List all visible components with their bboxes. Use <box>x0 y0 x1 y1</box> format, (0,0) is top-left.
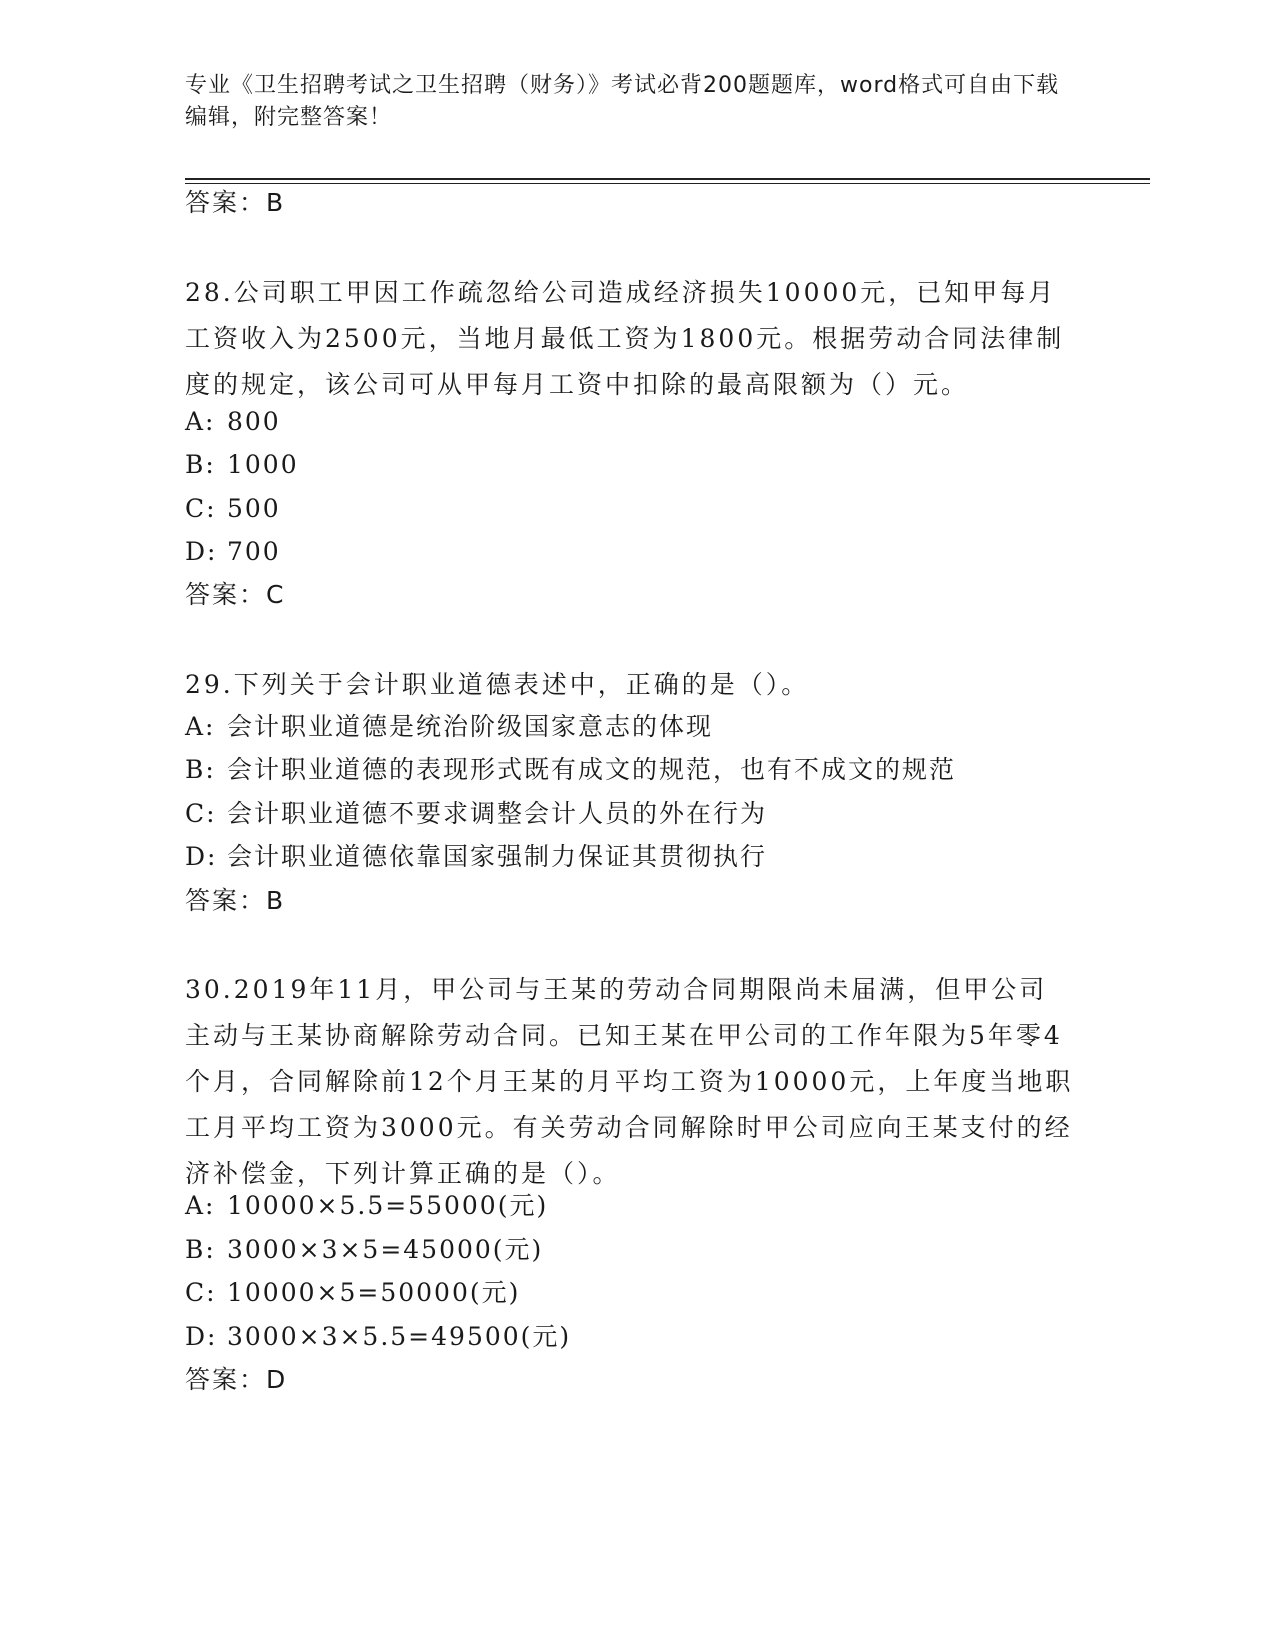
option-label: C: <box>185 1278 217 1307</box>
option-text: 500 <box>227 494 281 523</box>
option-label: A: <box>185 407 216 436</box>
answer-line: 答案：C <box>185 580 286 609</box>
option-c <box>185 1276 520 1310</box>
option-label: B: <box>185 450 216 479</box>
question-stem: 29.下列关于会计职业道德表述中，正确的是（）。 <box>185 670 810 699</box>
question-stem: 30.2019年11月，甲公司与王某的劳动合同期限尚未届满，但甲公司主动与王某协商解除劳动合同。已知王某在甲公司的工作年限为5年零4个月，合同解除前12个月王某的月平均工资为10000元，上年度当地职工月平均工资为3000元。有关劳动合同解除时甲公司应向王某支付的经济补偿金，下列计算正确的是（）。 <box>185 975 1074 1188</box>
option-text: 10000×5=50000(元) <box>227 1278 521 1307</box>
option-a <box>185 405 281 439</box>
option-label: A: <box>185 1191 216 1220</box>
option-b <box>185 448 299 482</box>
option-label: A: <box>185 712 216 741</box>
option-text: 会计职业道德不要求调整会计人员的外在行为 <box>227 799 768 828</box>
option-text: 会计职业道德依靠国家强制力保证其贯彻执行 <box>227 842 768 871</box>
option-d <box>185 840 767 874</box>
document-header: 专业《卫生招聘考试之卫生招聘（财务）》考试必背200题题库，word格式可自由下载编辑，附完整答案！ <box>185 73 1060 130</box>
option-b <box>185 753 956 787</box>
option-text: 800 <box>227 407 281 436</box>
option-b <box>185 1233 543 1267</box>
option-text: 1000 <box>227 450 299 479</box>
option-label: D: <box>185 537 218 566</box>
option-label: B: <box>185 1235 216 1264</box>
header-divider-thin <box>185 183 1150 184</box>
option-label: D: <box>185 842 218 871</box>
option-c <box>185 797 767 831</box>
option-text: 会计职业道德的表现形式既有成文的规范，也有不成文的规范 <box>227 755 957 784</box>
answer-line: 答案：D <box>185 1365 288 1394</box>
option-text: 10000×5.5=55000(元) <box>227 1191 549 1220</box>
option-a <box>185 710 713 744</box>
option-d <box>185 535 281 569</box>
option-text: 3000×3×5=45000(元) <box>227 1235 544 1264</box>
answer-line: 答案：B <box>185 886 286 915</box>
header-divider-thick <box>185 178 1150 180</box>
option-text: 会计职业道德是统治阶级国家意志的体现 <box>227 712 714 741</box>
option-a <box>185 1189 548 1223</box>
option-c <box>185 492 281 526</box>
option-text: 700 <box>227 537 281 566</box>
option-label: D: <box>185 1322 218 1351</box>
question-stem: 28.公司职工甲因工作疏忽给公司造成经济损失10000元，已知甲每月工资收入为2500元，当地月最低工资为1800元。根据劳动合同法律制度的规定，该公司可从甲每月工资中扣除的最高限额为（）元。 <box>185 278 1065 399</box>
option-text: 3000×3×5.5=49500(元) <box>227 1322 572 1351</box>
option-label: C: <box>185 799 217 828</box>
answer-line: 答案：B <box>185 188 286 217</box>
option-label: B: <box>185 755 216 784</box>
option-label: C: <box>185 494 217 523</box>
option-d <box>185 1320 571 1354</box>
